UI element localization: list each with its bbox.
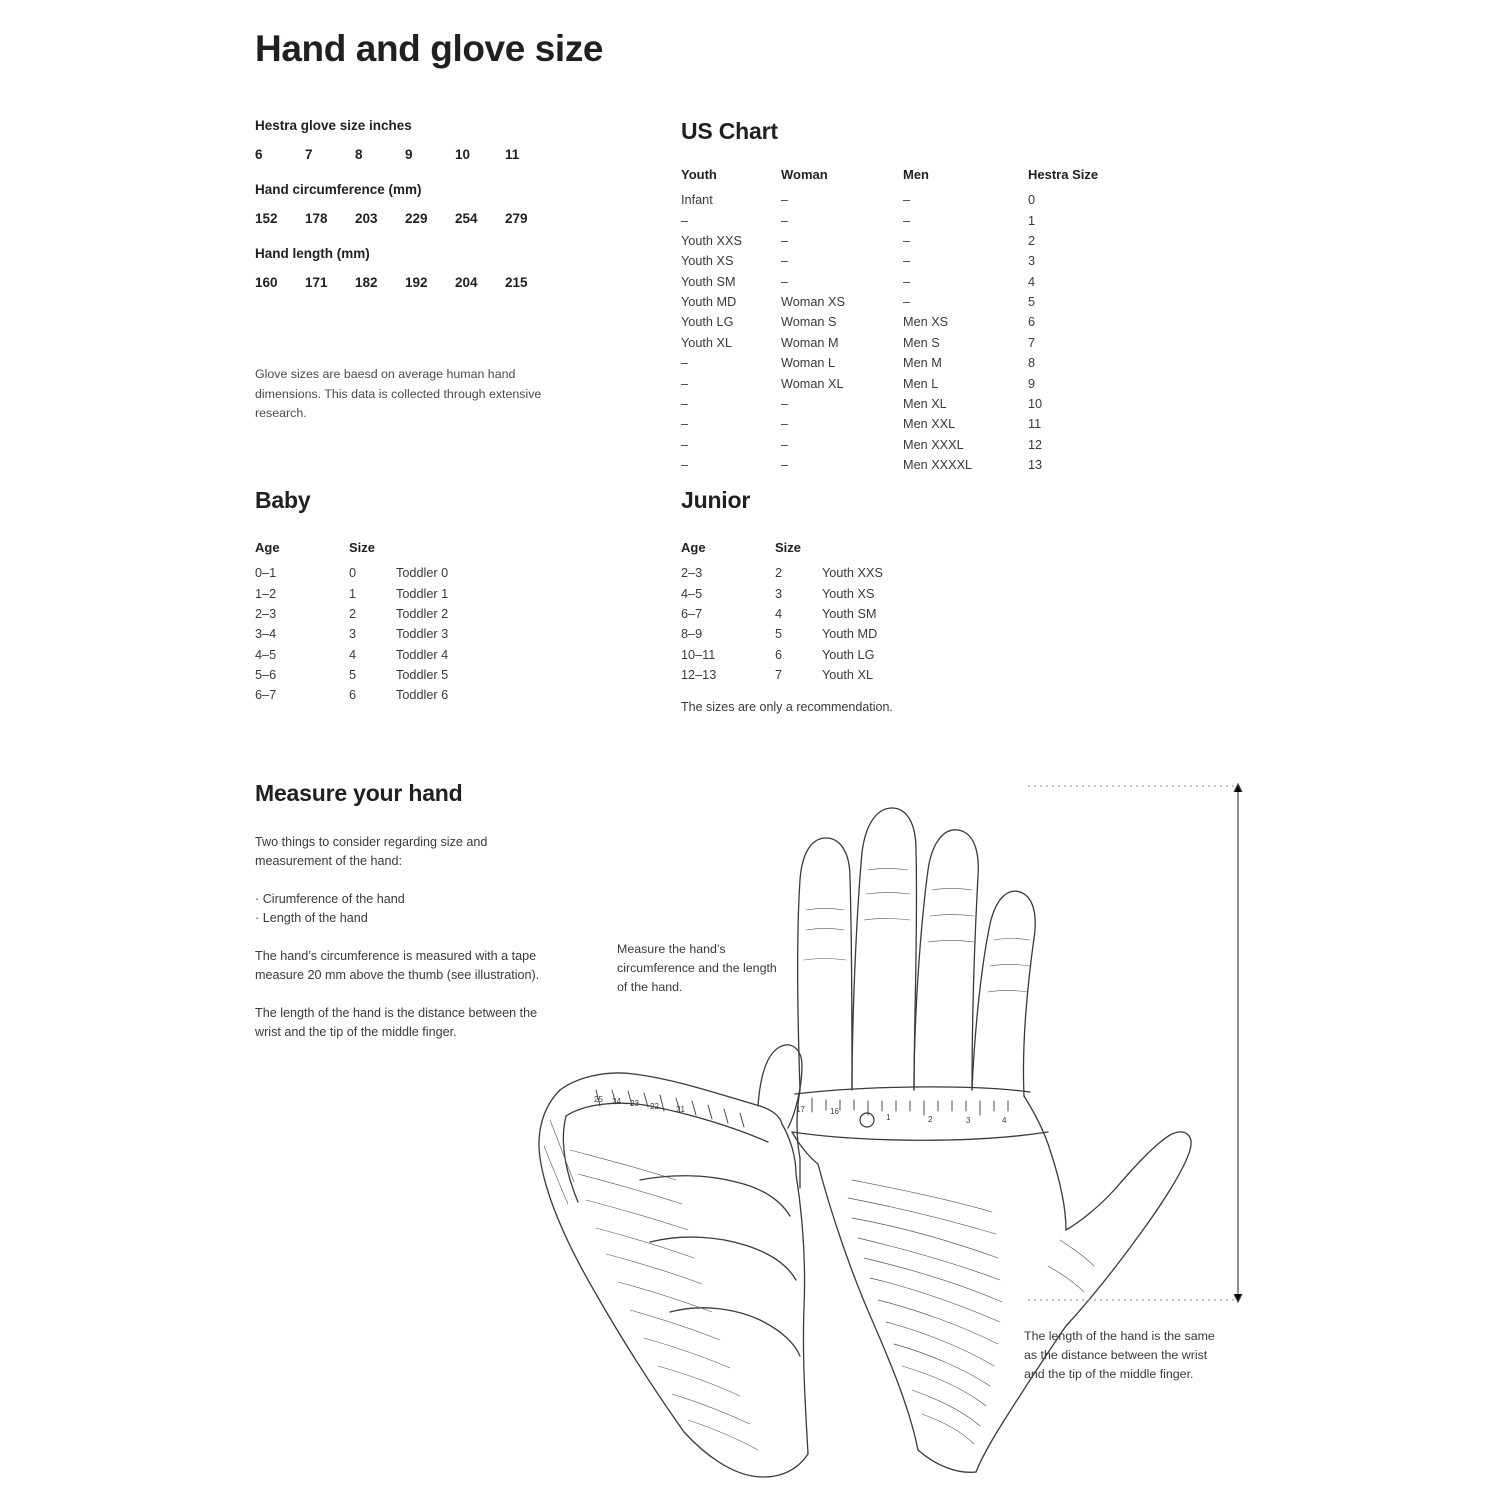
cell-age: 2–3 (255, 606, 277, 621)
hestra-size-value: 10 (455, 147, 471, 162)
cell-men: Men L (903, 376, 939, 391)
hestra-size-value: 11 (505, 147, 520, 162)
hand-circumference-values (255, 211, 585, 226)
tape-number-labels (594, 1095, 1007, 1125)
cell-men: – (903, 274, 911, 289)
column-header-name (396, 540, 585, 563)
cell-youth: – (681, 396, 689, 411)
tape-number: 2 (928, 1115, 933, 1124)
cell-woman: Woman XS (781, 295, 845, 310)
cell-men: – (903, 193, 911, 208)
cell-hestra-size: 8 (1028, 356, 1036, 371)
us-chart-table (681, 167, 1101, 475)
table-row (681, 251, 1101, 271)
hestra-inches-block (255, 118, 585, 310)
cell-size: 1 (349, 586, 357, 601)
table-row (681, 231, 1101, 251)
cell-woman: – (781, 417, 789, 432)
hestra-size-value: 8 (355, 147, 363, 162)
tape-number: 24 (612, 1097, 621, 1106)
cell-age: 10–11 (681, 647, 716, 662)
cell-size: 3 (349, 627, 357, 642)
cell-name: Youth XS (822, 586, 875, 601)
hand-lower-right (976, 1326, 1066, 1472)
cell-size: 5 (775, 627, 783, 642)
cell-men: – (903, 233, 911, 248)
table-row (681, 394, 1101, 414)
us-chart-title: US Chart (681, 118, 778, 144)
cell-name: Toddler 5 (396, 668, 449, 683)
table-row (681, 333, 1101, 353)
cell-hestra-size: 0 (1028, 193, 1036, 208)
junior-section (681, 487, 1041, 685)
table-row (681, 414, 1101, 434)
finger-ring (914, 830, 978, 1090)
column-header-hestra-size: Hestra Size (1028, 167, 1099, 182)
cell-woman: – (781, 458, 789, 473)
finger-index (798, 838, 852, 1090)
hand-circumference-label: Hand circumference (mm) (255, 182, 422, 197)
table-row (681, 373, 1101, 393)
baby-section (255, 487, 585, 706)
left-knuckle-1 (640, 1176, 790, 1216)
cell-men: – (903, 254, 911, 269)
cell-woman: – (781, 213, 789, 228)
palm-hatching (848, 1180, 1094, 1444)
cell-woman: Woman S (781, 315, 837, 330)
tape-number: 25 (594, 1095, 603, 1104)
hand-length-value: 171 (305, 275, 328, 290)
cell-men: Men XXXL (903, 437, 964, 452)
hand-measurement-illustration (500, 760, 1280, 1490)
cell-age: 0–1 (255, 566, 277, 581)
hand-length-value: 182 (355, 275, 378, 290)
cell-age: 3–4 (255, 627, 277, 642)
cell-youth: – (681, 458, 689, 473)
cell-youth: Youth XS (681, 254, 734, 269)
cell-youth: – (681, 213, 689, 228)
wrist-bottom (918, 1450, 976, 1472)
cell-size: 6 (775, 647, 783, 662)
cell-youth: – (681, 376, 689, 391)
left-hand-hatching (544, 1120, 758, 1450)
cell-name: Toddler 2 (396, 606, 449, 621)
cell-woman: – (781, 396, 789, 411)
table-row (681, 292, 1101, 312)
cell-men: Men XS (903, 315, 949, 330)
hand-circumference-value: 203 (355, 211, 378, 226)
column-header-men: Men (903, 167, 929, 182)
cell-name: Youth XL (822, 668, 874, 683)
cell-age: 4–5 (681, 586, 703, 601)
cell-hestra-size: 12 (1028, 437, 1043, 452)
cell-hestra-size: 4 (1028, 274, 1036, 289)
cell-size: 2 (775, 566, 783, 581)
cell-hestra-size: 1 (1028, 213, 1036, 228)
cell-men: Men XXL (903, 417, 956, 432)
hand-length-value: 192 (405, 275, 428, 290)
tape-number: 22 (650, 1102, 659, 1111)
cell-men: – (903, 213, 911, 228)
left-thumb (758, 1045, 802, 1128)
cell-name: Toddler 0 (396, 566, 449, 581)
measure-title: Measure your hand (255, 780, 463, 806)
hestra-size-value: 7 (305, 147, 313, 162)
table-row (255, 624, 585, 644)
measure-intro: Two things to consider regarding size and measurement of the hand: (255, 835, 488, 868)
cell-men: Men M (903, 356, 942, 371)
column-header-age: Age (255, 540, 280, 555)
cell-size: 6 (349, 688, 357, 703)
table-row (255, 583, 585, 603)
cell-size: 3 (775, 586, 783, 601)
column-header-size: Size (775, 540, 802, 555)
caption-length: The length of the hand is the same as the distance between the wrist and the tip of the middle finger. (1024, 1329, 1215, 1381)
table-header-row (681, 540, 1041, 563)
table-row (255, 645, 585, 665)
cell-name: Toddler 4 (396, 647, 449, 662)
left-thumb-lower (782, 1124, 796, 1174)
hand-circumference-value: 178 (305, 211, 328, 226)
junior-note: The sizes are only a recommendation. (681, 700, 893, 714)
tape-number: 3 (966, 1116, 971, 1125)
cell-hestra-size: 7 (1028, 335, 1036, 350)
hestra-size-label: Hestra glove size inches (255, 118, 412, 133)
tape-ticks-right (812, 1098, 1008, 1115)
column-header-age: Age (681, 540, 706, 555)
cell-name: Youth MD (822, 627, 878, 642)
cell-men: Men XXXXL (903, 458, 973, 473)
table-row (681, 435, 1101, 455)
cell-age: 5–6 (255, 668, 277, 683)
cell-youth: – (681, 356, 689, 371)
hand-length-values (255, 275, 585, 290)
tape-top-edge (795, 1087, 1030, 1094)
table-row (681, 583, 1041, 603)
tape-number: 1 (886, 1113, 891, 1122)
hand-circumference-value: 152 (255, 211, 278, 226)
tape-ticks-left (596, 1090, 744, 1127)
cell-age: 4–5 (255, 647, 277, 662)
cell-men: – (903, 295, 911, 310)
list-item: · Length of the hand (255, 911, 368, 925)
table-row (255, 665, 585, 685)
table-row (681, 665, 1041, 685)
table-row (681, 604, 1041, 624)
cell-woman: – (781, 254, 789, 269)
measure-paragraph-length: The length of the hand is the distance between the wrist and the tip of the middle finger. (255, 1006, 538, 1039)
tape-number: 17 (796, 1105, 805, 1114)
cell-woman: – (781, 193, 789, 208)
cell-size: 5 (349, 668, 357, 683)
column-header-woman: Woman (781, 167, 828, 182)
column-header-size: Size (349, 540, 376, 555)
tape-buckle (860, 1113, 874, 1127)
tape-number: 16 (830, 1107, 839, 1116)
cell-youth: Youth LG (681, 315, 734, 330)
left-hand-tape-edge (566, 1103, 768, 1142)
cell-name: Toddler 6 (396, 688, 449, 703)
thumb-back-hand (1066, 1132, 1191, 1326)
cell-hestra-size: 6 (1028, 315, 1036, 330)
cell-hestra-size: 11 (1028, 417, 1042, 432)
table-row (255, 604, 585, 624)
cell-name: Toddler 1 (396, 586, 449, 601)
measure-guide-lines (1028, 786, 1240, 1300)
tape-left-fold (792, 1132, 818, 1164)
glove-size-note: Glove sizes are baesd on average human hand dimensions. This data is collected through extensive research. (255, 367, 542, 420)
tape-number: 4 (1002, 1116, 1007, 1125)
hand-length-value: 160 (255, 275, 278, 290)
cell-woman: Woman L (781, 356, 836, 371)
cell-youth: Infant (681, 193, 713, 208)
cell-youth: Youth XXS (681, 233, 742, 248)
table-row (681, 272, 1101, 292)
table-row (255, 685, 585, 705)
cell-size: 4 (775, 606, 783, 621)
cell-youth: Youth MD (681, 295, 737, 310)
measure-paragraph-circumference: The hand’s circumference is measured with a tape measure 20 mm above the thumb (see illustration). (255, 949, 540, 982)
junior-table (681, 540, 1041, 685)
column-header-name (822, 540, 1041, 563)
cell-size: 4 (349, 647, 357, 662)
baby-table (255, 540, 585, 706)
cell-youth: Youth XL (681, 335, 733, 350)
page-title: Hand and glove size (255, 28, 604, 69)
cell-age: 6–7 (681, 606, 703, 621)
hand-length-value: 204 (455, 275, 478, 290)
cell-age: 2–3 (681, 566, 703, 581)
left-hand-right-edge (796, 1174, 808, 1454)
table-row (681, 353, 1101, 373)
table-row (681, 563, 1041, 583)
measure-arrow (1234, 784, 1242, 1302)
cell-age: 6–7 (255, 688, 277, 703)
cell-woman: – (781, 437, 789, 452)
hand-circumference-value: 229 (405, 211, 428, 226)
hand-length-label: Hand length (mm) (255, 246, 370, 261)
cell-men: Men S (903, 335, 940, 350)
junior-title: Junior (681, 487, 751, 513)
finger-pinky (972, 891, 1035, 1096)
table-row (255, 563, 585, 583)
hand-circumference-value: 279 (505, 211, 528, 226)
hestra-size-value: 9 (405, 147, 413, 162)
baby-title: Baby (255, 487, 311, 513)
caption-circumference: Measure the hand’s circumference and the length of the hand. (617, 942, 777, 994)
left-hand-left-edge (539, 1090, 684, 1432)
table-row (681, 455, 1101, 475)
tape-bottom-edge (792, 1132, 1048, 1140)
cell-hestra-size: 10 (1028, 396, 1043, 411)
list-item: · Cirumference of the hand (255, 892, 405, 906)
cell-hestra-size: 2 (1028, 233, 1036, 248)
table-row (681, 624, 1041, 644)
cell-woman: – (781, 233, 789, 248)
table-header-row (255, 540, 585, 563)
table-row (681, 210, 1101, 230)
cell-size: 2 (349, 606, 357, 621)
tape-number: 21 (676, 1105, 685, 1114)
cell-youth: – (681, 437, 689, 452)
table-row (681, 312, 1101, 332)
cell-woman: Woman M (781, 335, 839, 350)
cell-size: 7 (775, 668, 783, 683)
us-chart-section (681, 118, 1101, 475)
cell-age: 8–9 (681, 627, 703, 642)
cell-name: Youth SM (822, 606, 877, 621)
cell-hestra-size: 5 (1028, 295, 1036, 310)
cell-size: 0 (349, 566, 357, 581)
cell-woman: – (781, 274, 789, 289)
hestra-size-values (255, 147, 585, 162)
cell-youth: Youth SM (681, 274, 736, 289)
left-knuckle-3 (670, 1308, 800, 1356)
left-hand-bottom (684, 1432, 808, 1477)
hestra-size-value: 6 (255, 147, 263, 162)
table-row (681, 645, 1041, 665)
cell-name: Toddler 3 (396, 627, 449, 642)
cell-woman: Woman XL (781, 376, 844, 391)
finger-middle (852, 808, 917, 1090)
cell-age: 1–2 (255, 586, 277, 601)
hand-length-value: 215 (505, 275, 528, 290)
cell-name: Youth XXS (822, 566, 883, 581)
table-row (681, 190, 1101, 210)
cell-hestra-size: 3 (1028, 254, 1036, 269)
cell-youth: – (681, 417, 689, 432)
column-header-youth: Youth (681, 167, 717, 182)
cell-hestra-size: 13 (1028, 458, 1043, 473)
cell-age: 12–13 (681, 668, 717, 683)
cell-men: Men XL (903, 396, 947, 411)
hand-circumference-value: 254 (455, 211, 478, 226)
table-header-row (681, 167, 1101, 190)
palm-right-edge (1024, 1096, 1066, 1230)
cell-name: Youth LG (822, 647, 875, 662)
tape-number: 23 (630, 1099, 639, 1108)
cell-hestra-size: 9 (1028, 376, 1036, 391)
